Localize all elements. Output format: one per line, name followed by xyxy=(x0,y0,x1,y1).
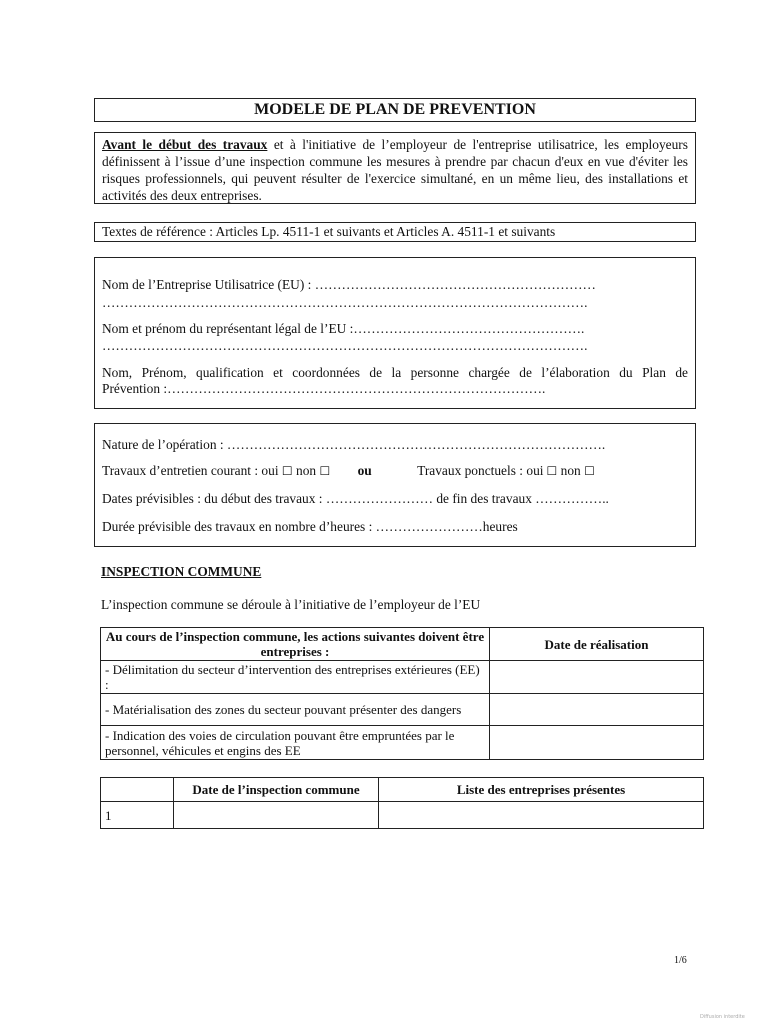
punctual-non-checkbox[interactable]: ☐ xyxy=(584,464,595,478)
intro-bold-lead: Avant le début des travaux xyxy=(102,137,268,152)
maintenance-non-label: non xyxy=(296,463,317,478)
table-row xyxy=(101,726,704,760)
intro-text: et à l'initiative de l’employeur de l'entreprise utilisatrice, les employeurs définissent à l’issue d’une inspection commune les mesures à prendre par chacun d'eux en vue d'éviter les risques professionnels, qui peuvent résulter de l'exercice simultané, en un même lieu, des installations et activités des deux entreprises. xyxy=(102,137,688,203)
date-cell[interactable] xyxy=(490,661,704,694)
inspection-heading: INSPECTION COMMUNE xyxy=(101,564,262,579)
actions-header: Au cours de l’inspection commune, les actions suivantes doivent être entreprises : xyxy=(101,628,490,661)
document-title: MODELE DE PLAN DE PREVENTION xyxy=(94,98,696,122)
row-number: 1 xyxy=(101,802,174,829)
operation-nature-line: Nature de l’opération : …………………………………………………………………………. xyxy=(102,437,606,452)
number-header xyxy=(101,778,174,802)
inspection-dates-table xyxy=(100,777,704,829)
maintenance-non-checkbox[interactable]: ☐ xyxy=(319,464,331,478)
person-line-2: Prévention :…………………………………………………………………………. xyxy=(102,381,546,396)
punctual-oui-label: oui xyxy=(526,463,544,478)
eu-name-line: Nom de l’Entreprise Utilisatrice (EU) : ……………………………………………………… xyxy=(102,277,596,292)
dates-line: Dates prévisibles : du début des travaux : …………………… de fin des travaux …………….. xyxy=(102,491,609,506)
companies-list-header: Liste des entreprises présentes xyxy=(379,778,704,802)
page-number: 1/6 xyxy=(674,955,687,966)
punctual-label: Travaux ponctuels : xyxy=(417,463,524,478)
maintenance-oui-checkbox[interactable]: ☐ xyxy=(281,464,293,478)
or-separator: ou xyxy=(357,463,372,478)
action-cell: - Délimitation du secteur d’intervention des entreprises extérieures (EE) : xyxy=(101,661,490,694)
person-line-1: Nom, Prénom, qualification et coordonnées de la personne chargée de l’élaboration du Plan de xyxy=(102,365,688,380)
punctual-oui-checkbox[interactable]: ☐ xyxy=(546,464,558,478)
intro-box xyxy=(94,132,696,204)
actions-table xyxy=(100,627,704,760)
maintenance-label: Travaux d’entretien courant : xyxy=(102,463,259,478)
inspection-date-cell[interactable] xyxy=(174,802,379,829)
work-type-line xyxy=(102,462,688,480)
date-cell[interactable] xyxy=(490,694,704,726)
reference-texts: Textes de référence : Articles Lp. 4511-1 et suivants et Articles A. 4511-1 et suivants xyxy=(94,222,696,242)
inspection-date-header: Date de l’inspection commune xyxy=(174,778,379,802)
inspection-paragraph: L’inspection commune se déroule à l’initiative de l’employeur de l’EU xyxy=(101,597,481,612)
operation-box xyxy=(94,423,696,547)
table-row xyxy=(101,661,704,694)
companies-list-cell[interactable] xyxy=(379,802,704,829)
date-cell[interactable] xyxy=(490,726,704,760)
watermark: Diffusion interdite xyxy=(700,1014,745,1020)
action-cell: - Matérialisation des zones du secteur pouvant présenter des dangers xyxy=(101,694,490,726)
punctual-non-label: non xyxy=(560,463,581,478)
maintenance-oui-label: oui xyxy=(261,463,279,478)
action-cell: - Indication des voies de circulation pouvant être empruntées par le personnel, véhicules et engins des EE xyxy=(101,726,490,760)
rep-name-line-cont: ………………………………………………………………………………………………. xyxy=(102,338,588,353)
duration-line: Durée prévisible des travaux en nombre d’heures : ……………………heures xyxy=(102,519,518,534)
table-row xyxy=(101,802,704,829)
realisation-date-header: Date de réalisation xyxy=(490,628,704,661)
eu-name-line-cont: ………………………………………………………………………………………………. xyxy=(102,295,588,310)
table-row xyxy=(101,694,704,726)
rep-name-line: Nom et prénom du représentant légal de l’EU :……………………………………………. xyxy=(102,321,585,336)
identification-box xyxy=(94,257,696,409)
